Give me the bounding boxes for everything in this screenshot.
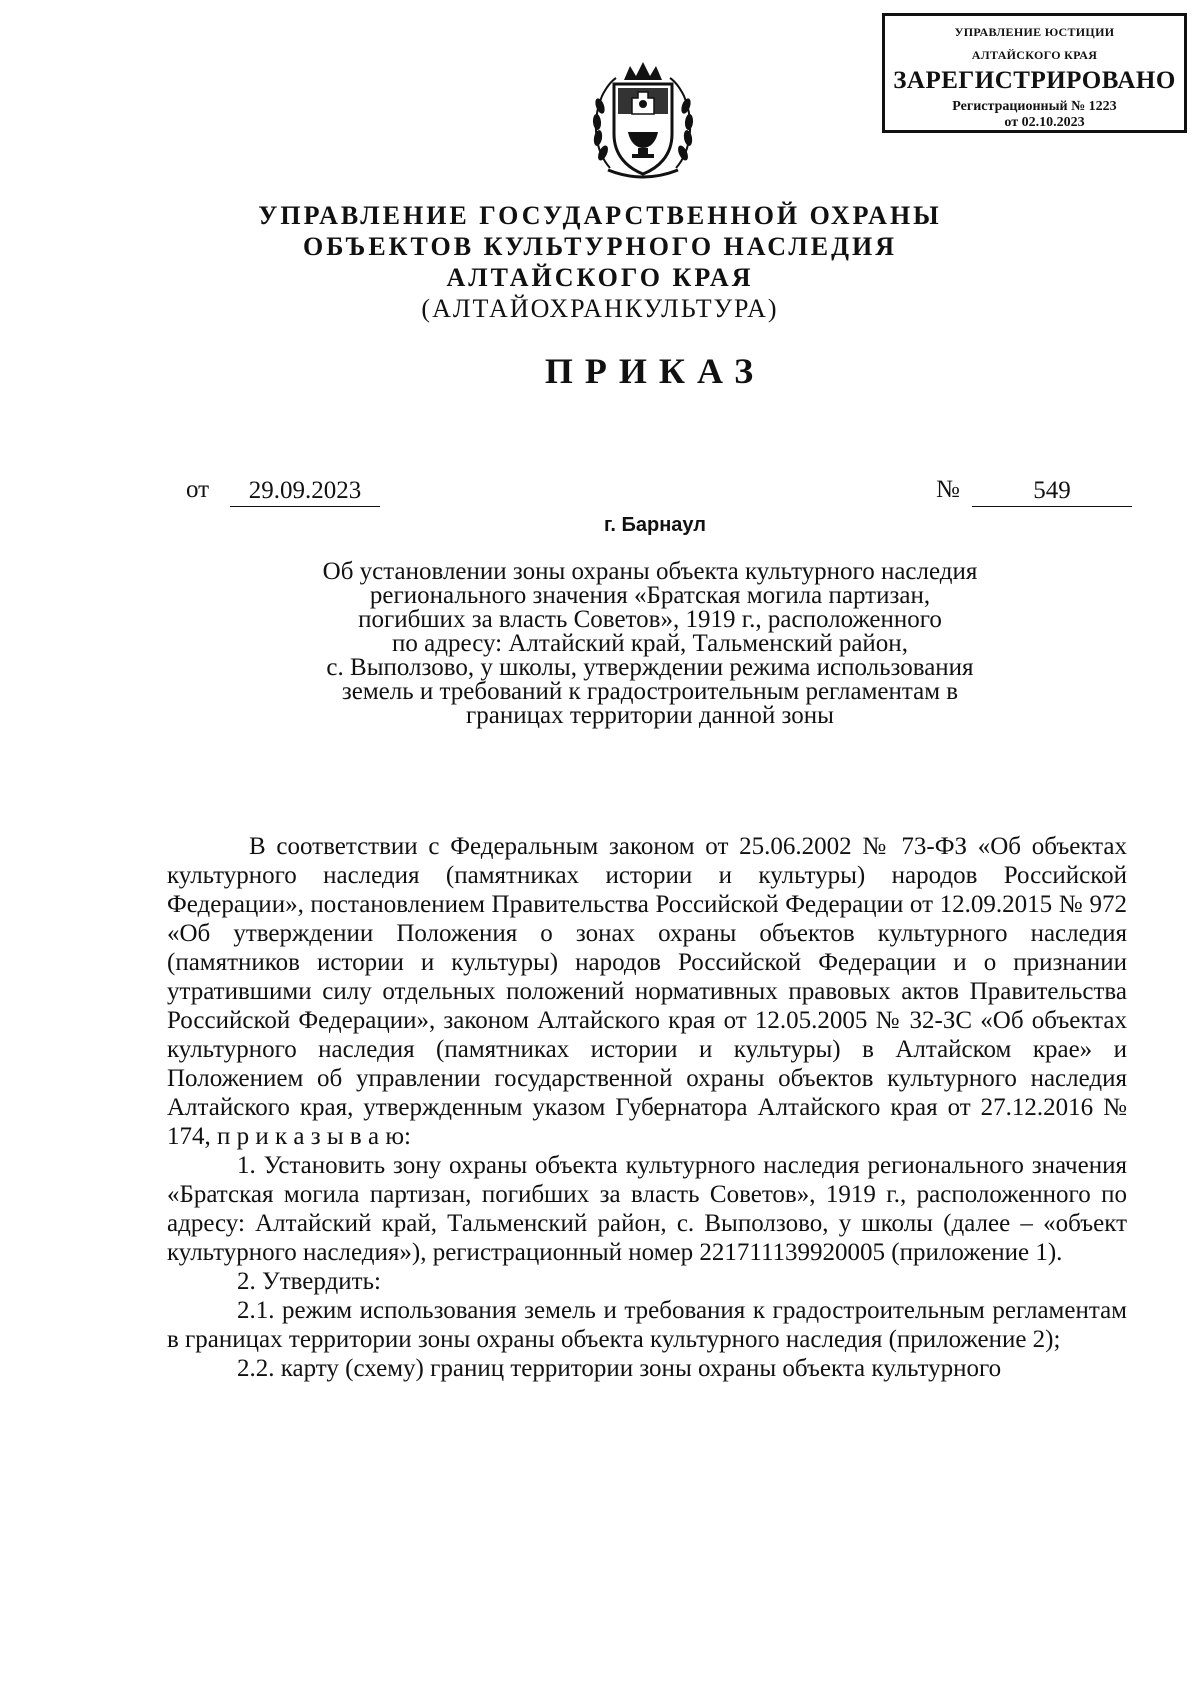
subject-line: Об установлении зоны охраны объекта культурного наследия <box>322 558 978 585</box>
order-item-2: 2. Утвердить: <box>237 1268 381 1295</box>
authority-abbreviation: (АЛТАЙОХРАНКУЛЬТУРА) <box>421 294 779 323</box>
document-date: 29.09.2023 <box>230 476 380 507</box>
subject-line: регионального значения «Братская могила партизан, <box>369 582 931 609</box>
altai-krai-coat-of-arms-icon <box>588 58 698 186</box>
order-item-2-1: 2.1. режим использования земель и требования к градостроительным регламентам в границах территории зоны охраны объекта культурного наследия (приложение 2); <box>167 1297 1127 1353</box>
order-item-2-2: 2.2. карту (схему) границ территории зоны охраны объекта культурного <box>237 1355 1002 1382</box>
document-subject <box>240 560 1060 728</box>
document-body <box>167 832 1127 1383</box>
stamp-registration-number: Регистрационный № 1223 <box>952 99 1117 114</box>
stamp-date: от 02.10.2023 <box>1004 115 1085 130</box>
document-number: 549 <box>972 476 1132 507</box>
document-type: ПРИКАЗ <box>544 351 766 391</box>
stamp-title: ЗАРЕГИСТРИРОВАНО <box>893 67 1176 94</box>
city: г. Барнаул <box>604 514 706 536</box>
number-label: № <box>936 476 960 503</box>
subject-line: по адресу: Алтайский край, Тальменский район, <box>392 630 908 657</box>
order-item-1: 1. Установить зону охраны объекта культурного наследия регионального значения «Братская могила партизан, погибших за власть Советов», 1919 г., расположенного по адресу: Алтайский край, Тальменский район, с. Выползово, у школы (далее – «объект культурного наследия»), регистрационный номер 221711139920005 (приложение 1). <box>167 1152 1127 1266</box>
date-label: от <box>186 476 210 503</box>
authority-line2: ОБЪЕКТОВ КУЛЬТУРНОГО НАСЛЕДИЯ <box>303 232 897 261</box>
authority-line1: УПРАВЛЕНИЕ ГОСУДАРСТВЕННОЙ ОХРАНЫ <box>258 201 942 230</box>
stamp-org-line2: АЛТАЙСКОГО КРАЯ <box>971 48 1098 62</box>
preamble-paragraph: В соответствии с Федеральным законом от 25.06.2002 № 73-ФЗ «Об объектах культурного наследия (памятниках истории и культуры) народов Российской Федерации», постановлением Правительства Российской Федерации от 12.09.2015 № 972 «Об утверждении Положения о зонах охраны объектов культурного наследия (памятников истории и культуры) народов Российской Федерации и о признании утратившими силу отдельных положений нормативных правовых актов Правительства Российской Федерации», законом Алтайского края от 12.05.2005 № 32-ЗС «Об объектах культурного наследия (памятниках истории и культуры) в Алтайском крае» и Положением об управлении государственной охраны объектов культурного наследия Алтайского края, утвержденным указом Губернатора Алтайского края от 27.12.2016 № 174, п р и к а з ы в а ю: <box>167 833 1127 1150</box>
subject-line: погибших за власть Советов», 1919 г., расположенного <box>358 606 942 633</box>
issuing-authority <box>0 200 1200 324</box>
stamp-org-line1: УПРАВЛЕНИЕ ЮСТИЦИИ <box>954 25 1115 39</box>
subject-line: земель и требований к градостроительным регламентам в <box>341 678 959 705</box>
subject-line: с. Выползово, у школы, утверждении режима использования <box>326 654 974 681</box>
authority-line3: АЛТАЙСКОГО КРАЯ <box>446 263 754 292</box>
registration-stamp <box>882 13 1187 133</box>
subject-line: границах территории данной зоны <box>466 702 834 729</box>
